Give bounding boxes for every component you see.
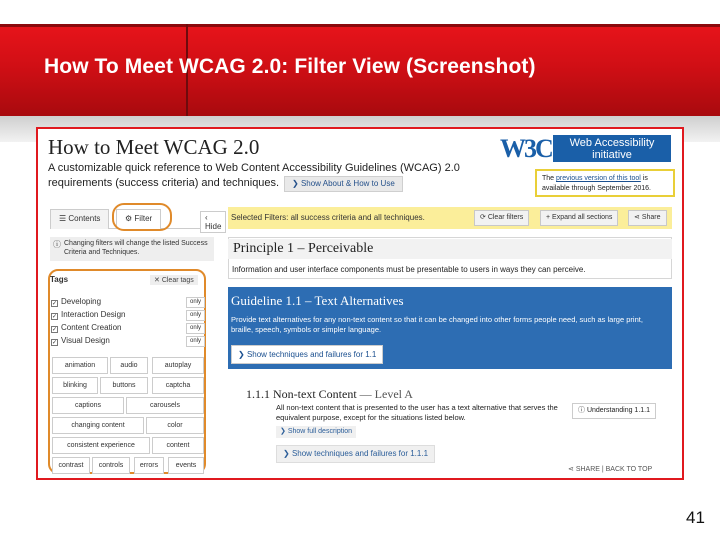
- guideline-techniques-button[interactable]: [231, 345, 383, 364]
- tag-button[interactable]: captcha: [152, 377, 204, 394]
- clear-tags-label: Clear tags: [161, 277, 194, 284]
- wai-logo-line1: Web Accessibility: [569, 137, 655, 149]
- gear-icon: ⚙: [125, 214, 135, 223]
- sc-title-text: 1.1.1 Non-text Content: [246, 387, 357, 401]
- share-icon: ⋖: [634, 214, 642, 221]
- tab-contents-label: Contents: [68, 214, 101, 223]
- checkbox[interactable]: ✓: [52, 301, 58, 307]
- sc-level: — Level A: [359, 387, 413, 401]
- tag-button[interactable]: contrast: [52, 457, 90, 474]
- clear-tags-button[interactable]: [150, 275, 198, 285]
- chevron-right-icon: ❯: [280, 428, 288, 435]
- w3c-logo[interactable]: W3C: [500, 134, 552, 163]
- list-icon: ☰: [59, 214, 69, 223]
- checkbox-label: Interaction Design: [61, 310, 126, 319]
- share-icon: ⋖: [568, 466, 576, 473]
- share-label: Share: [641, 214, 661, 221]
- checkbox[interactable]: ✓: [52, 314, 58, 320]
- tag-checkbox-row[interactable]: [51, 335, 205, 347]
- app-subtitle-line2: requirements (success criteria) and techniques.: [48, 177, 280, 189]
- tag-button[interactable]: buttons: [100, 377, 148, 394]
- slide-number: 41: [686, 508, 705, 527]
- success-criterion-description: All non-text content that is presented to the user has a text alternative that serves the equivalent purpose, except for the situations listed below.: [276, 403, 558, 422]
- slide-title: How To Meet WCAG 2.0: Filter View (Screenshot): [44, 55, 536, 78]
- hide-sidebar-button[interactable]: [200, 211, 226, 233]
- slide-header: [0, 24, 720, 116]
- chevron-right-icon: ❯: [283, 449, 292, 458]
- sc-techniques-label: Show techniques and failures for 1.1.1: [291, 449, 429, 458]
- wai-logo[interactable]: [553, 135, 671, 162]
- tag-checkbox-row[interactable]: [51, 309, 205, 321]
- tag-button[interactable]: carousels: [126, 397, 204, 414]
- guideline-description: Provide text alternatives for any non-text content so that it can be changed into other forms people need, such as large print, braille, speech, symbols or simpler language.: [231, 315, 643, 334]
- tag-button[interactable]: events: [168, 457, 204, 474]
- show-full-description-link[interactable]: [276, 426, 356, 438]
- share-back-to-top[interactable]: [568, 465, 652, 473]
- principle-description: Information and user interface components must be presentable to users in ways they can perceive.: [232, 265, 586, 274]
- plus-icon: +: [546, 214, 553, 221]
- screenshot-frame: [36, 127, 684, 480]
- app-title: How to Meet WCAG 2.0: [48, 135, 260, 159]
- tag-button[interactable]: blinking: [52, 377, 98, 394]
- tag-checkbox-row[interactable]: [51, 296, 205, 308]
- about-button[interactable]: [284, 176, 403, 192]
- tag-checkbox-row[interactable]: [51, 322, 205, 334]
- success-criterion-title[interactable]: [246, 387, 413, 402]
- filter-tab-highlight: [112, 203, 172, 231]
- about-button-label: Show About & How to Use: [300, 179, 395, 188]
- tag-button[interactable]: content: [152, 437, 204, 454]
- tag-button[interactable]: consistent experience: [52, 437, 150, 454]
- chevron-right-icon: ❯: [292, 179, 301, 188]
- tag-button[interactable]: autoplay: [152, 357, 204, 374]
- app-subtitle-line1: A customizable quick reference to Web Content Accessibility Guidelines (WCAG) 2.0: [48, 162, 460, 174]
- prev-note-pre: The: [542, 175, 557, 182]
- tag-button[interactable]: animation: [52, 357, 108, 374]
- only-button[interactable]: only: [186, 297, 205, 308]
- understanding-button[interactable]: [572, 403, 656, 419]
- clear-filters-label: Clear filters: [487, 214, 524, 221]
- selected-filters-text: Selected Filters: all success criteria and all techniques.: [231, 213, 425, 222]
- previous-version-note: [535, 169, 675, 197]
- checkbox-label: Visual Design: [61, 336, 110, 345]
- tag-button[interactable]: changing content: [52, 417, 144, 434]
- prev-note-post: is available through September 2016.: [542, 175, 651, 192]
- refresh-icon: ⟳: [480, 214, 488, 221]
- header-top-line: [0, 24, 720, 27]
- checkbox[interactable]: ✓: [52, 340, 58, 346]
- checkbox-label: Developing: [61, 297, 102, 306]
- share-back-label: SHARE | BACK TO TOP: [575, 466, 653, 473]
- tab-filter-label: Filter: [134, 214, 153, 223]
- tag-button[interactable]: captions: [52, 397, 124, 414]
- info-icon: ⓘ: [578, 407, 587, 414]
- wai-logo-line2: initiative: [592, 149, 632, 161]
- understanding-label: Understanding 1.1.1: [586, 407, 650, 414]
- checkbox[interactable]: ✓: [52, 327, 58, 333]
- only-button[interactable]: only: [186, 310, 205, 321]
- sc-techniques-button[interactable]: [276, 445, 435, 463]
- tag-button[interactable]: controls: [92, 457, 130, 474]
- hide-label: Hide: [205, 222, 222, 231]
- selected-filters-bar: [228, 207, 672, 229]
- filter-note: [50, 237, 214, 261]
- guideline-techniques-label: Show techniques and failures for 1.1: [246, 350, 377, 359]
- guideline-title[interactable]: Guideline 1.1 – Text Alternatives: [231, 293, 404, 308]
- only-button[interactable]: only: [186, 336, 205, 347]
- principle-title[interactable]: Principle 1 – Perceivable: [228, 239, 672, 259]
- tags-heading: Tags: [50, 275, 69, 284]
- only-button[interactable]: only: [186, 323, 205, 334]
- close-icon: ✕: [154, 277, 162, 284]
- share-button[interactable]: [628, 210, 667, 226]
- tab-contents[interactable]: [50, 209, 109, 229]
- chevron-left-icon: ‹: [205, 213, 208, 222]
- previous-version-link[interactable]: previous version of this tool: [556, 175, 641, 182]
- show-full-label: Show full description: [287, 428, 353, 435]
- chevron-right-icon: ❯: [238, 350, 247, 359]
- app-subtitle: [48, 161, 488, 191]
- tag-button[interactable]: audio: [110, 357, 148, 374]
- info-icon: ⓘ: [53, 240, 61, 249]
- checkbox-label: Content Creation: [61, 323, 122, 332]
- tag-button[interactable]: errors: [134, 457, 164, 474]
- filter-note-text: Changing filters will change the listed Success Criteria and Techniques.: [64, 240, 208, 256]
- clear-filters-button[interactable]: [474, 210, 529, 226]
- expand-all-label: Expand all sections: [552, 214, 613, 221]
- expand-all-button[interactable]: [540, 210, 618, 226]
- tag-button[interactable]: color: [146, 417, 204, 434]
